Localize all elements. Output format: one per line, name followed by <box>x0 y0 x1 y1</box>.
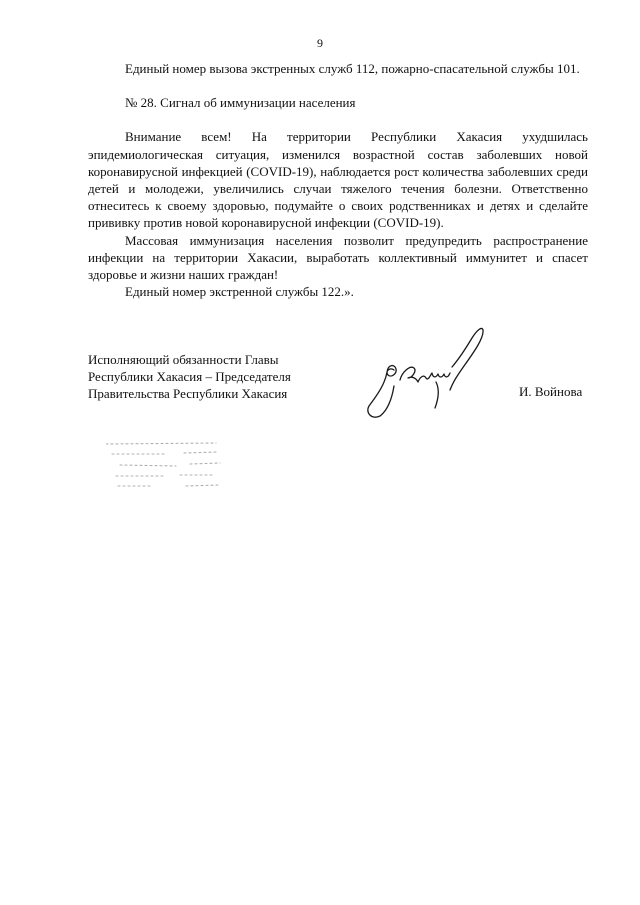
signer-title-line: Правительства Республики Хакасия <box>88 386 288 401</box>
page-number: 9 <box>317 36 323 50</box>
section-heading: № 28. Сигнал об иммунизации населения <box>125 95 356 111</box>
signer-title-line: Республики Хакасия – Председателя <box>88 369 291 384</box>
paragraph-immunization: Массовая иммунизация населения позволит предупредить распространение инфекции на территории Хакасии, выработать коллективный иммунитет и спасет здоровье и жизни наших граждан! <box>88 232 588 283</box>
document-body <box>88 60 588 300</box>
handwritten-signature-icon <box>360 320 500 425</box>
signer-name: И. Войнова <box>519 384 583 399</box>
paragraph-service-number: Единый номер экстренной службы 122.». <box>125 284 354 300</box>
signer-title-line: Исполняющий обязанности Главы <box>88 352 279 367</box>
registration-stamp-icon <box>106 440 224 492</box>
signer-title <box>88 351 291 402</box>
paragraph-emergency-number: Единый номер вызова экстренных служб 112, пожарно-спасательной службы 101. <box>125 61 580 76</box>
paragraph-warning: Внимание всем! На территории Республики Хакасия ухудшилась эпидемиологическая ситуация, изменился возрастной состав заболевших новой коронавирусной инфекцией (COVID-19), наблюдается рост количества заболевших среди детей и молодежи, увеличились случаи тяжелого течения болезни. Ответственно отнеситесь к своему здоровью, подумайте о своих родственниках и детях и сделайте прививку против новой коронавирусной инфекции (COVID-19). <box>88 129 588 231</box>
